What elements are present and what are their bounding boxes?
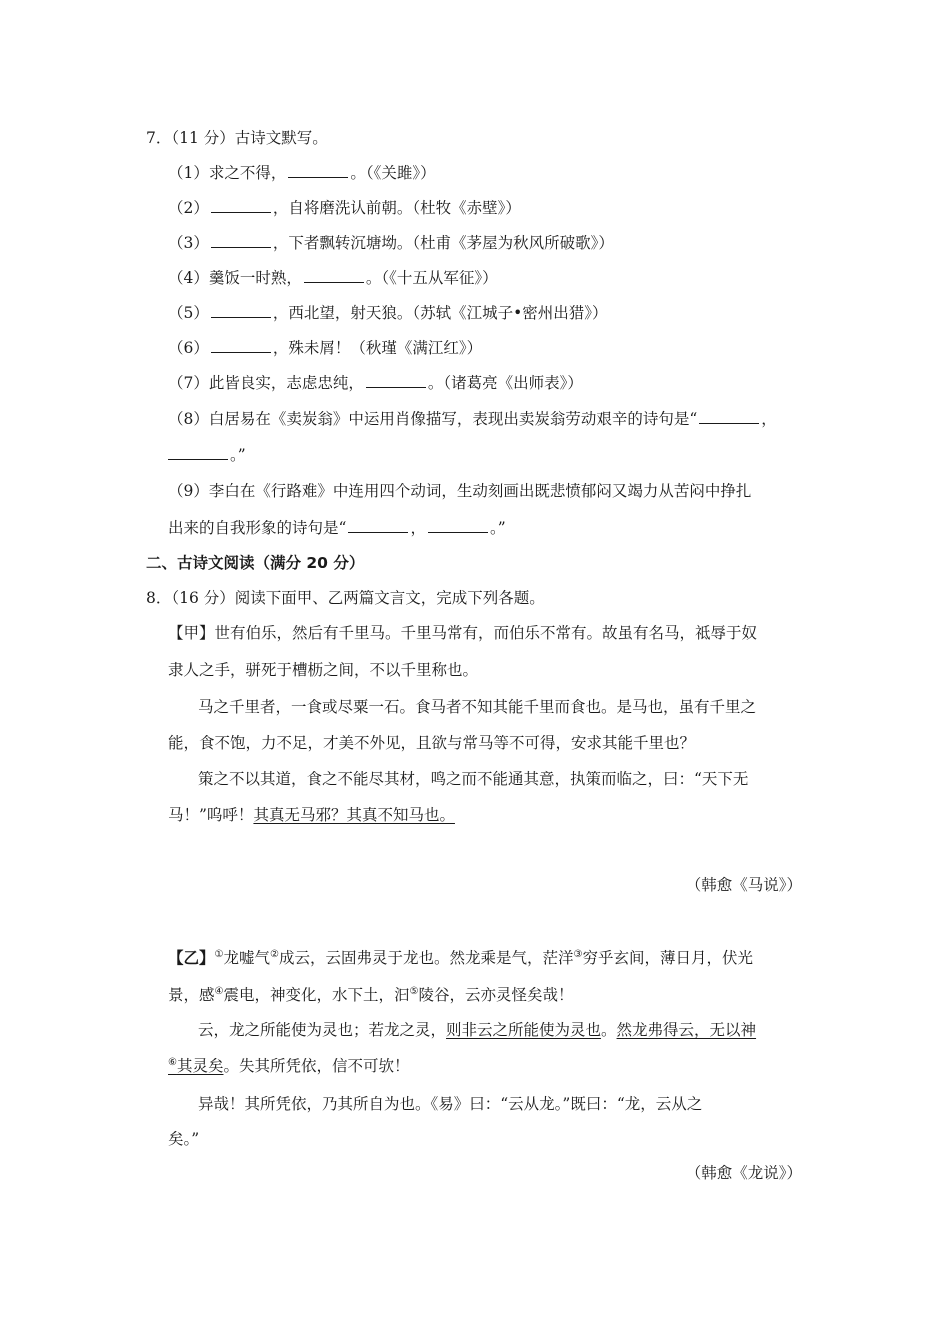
section-title: 二、古诗文阅读（满分 20 分） — [146, 554, 365, 572]
footnote-marker: ③ — [573, 948, 583, 960]
q7-item-1: （1）求之不得， 。（《关雎》） — [168, 164, 436, 182]
yi-p3-line2: 矣。” — [168, 1130, 200, 1148]
q7-item-8-line2: 。” — [168, 445, 246, 465]
yi-p3-line1: 异哉！其所凭依，乃其所自为也。《易》曰：“云从龙。”既曰：“龙，云从之 — [198, 1095, 703, 1113]
answer-blank[interactable] — [366, 373, 426, 388]
underlined-sentence: 然龙弗得云，无以神 — [616, 1021, 757, 1039]
yi-p1-line2: 景，感④震电，神变化，水下土，汩⑤陵谷，云亦灵怪矣哉！ — [168, 985, 574, 1004]
jia-p2-line2: 能，食不饱，力不足，才美不外见，且欲与常马等不可得，安求其能千里也？ — [168, 734, 696, 752]
jia-p3-line1: 策之不以其道，食之不能尽其材，鸣之而不能通其意，执策而临之，曰：“天下无 — [198, 770, 749, 788]
yi-p2-line2: ⑥其灵矣。失其所凭依，信不可欤！ — [168, 1056, 410, 1075]
q7-item-7: （7）此皆良实，志虑忠纯， 。（诸葛亮《出师表》） — [168, 374, 583, 392]
answer-blank[interactable] — [428, 518, 488, 533]
footnote-marker: ⑤ — [409, 985, 419, 997]
footnote-marker: ⑥ — [168, 1056, 177, 1068]
footnote-marker: ② — [270, 948, 279, 960]
answer-blank[interactable] — [288, 163, 348, 178]
jia-p2-line1: 马之千里者，一食或尽粟一石。食马者不知其能千里而食也。是马也，虽有千里之 — [198, 698, 757, 716]
answer-blank[interactable] — [348, 518, 408, 533]
answer-blank[interactable] — [211, 338, 271, 353]
underlined-sentence: 其真无马邪？其真不知马也。 — [253, 806, 455, 824]
jia-p1-line2: 隶人之手，骈死于槽枥之间，不以千里称也。 — [168, 661, 479, 679]
answer-blank[interactable] — [168, 445, 228, 460]
q7-item-6: （6） ，殊未屑！（秋瑾《满江红》） — [168, 339, 483, 357]
footnote-marker: ④ — [214, 985, 224, 997]
q7-item-3: （3） ，下者飘转沉塘坳。（杜甫《茅屋为秋风所破歌》） — [168, 234, 614, 252]
answer-blank[interactable] — [699, 409, 759, 424]
answer-blank[interactable] — [304, 268, 364, 283]
q7-item-9-line2: 出来的自我形象的诗句是“ ， 。” — [168, 519, 506, 537]
q7-item-5: （5） ，西北望，射天狼。（苏轼《江城子•密州出猎》） — [168, 304, 608, 322]
jia-p1-line1: 【甲】世有伯乐，然后有千里马。千里马常有，而伯乐不常有。故虽有名马，祗辱于奴 — [168, 624, 758, 642]
q7-item-9-line1: （9）李白在《行路难》中连用四个动词，生动刻画出既悲愤郁闷又竭力从苦闷中挣扎 — [168, 482, 752, 500]
underlined-sentence: ⑥其灵矣 — [168, 1056, 224, 1075]
yi-p2-line1: 云，龙之所能使为灵也；若龙之灵，则非云之所能使为灵也。然龙弗得云，无以神 — [198, 1021, 757, 1039]
jia-source: （韩愈《马说》） — [685, 876, 802, 894]
underlined-sentence: 则非云之所能使为灵也 — [446, 1021, 602, 1039]
answer-blank[interactable] — [211, 198, 271, 213]
q7-header: 7．（11 分）古诗文默写。 — [146, 129, 328, 147]
yi-source: （韩愈《龙说》） — [685, 1164, 802, 1182]
footnote-marker: ① — [214, 948, 224, 960]
jia-p3-line2: 马！”呜呼！其真无马邪？其真不知马也。 — [168, 806, 455, 824]
yi-p1-line1: 【乙】①龙嘘气②成云，云固弗灵于龙也。然龙乘是气，茫洋③穷乎玄间，薄日月，伏光 — [168, 948, 753, 967]
answer-blank[interactable] — [211, 233, 271, 248]
q7-item-8-line1: （8）白居易在《卖炭翁》中运用肖像描写，表现出卖炭翁劳动艰辛的诗句是“ ， — [168, 410, 777, 428]
q8-header: 8．（16 分）阅读下面甲、乙两篇文言文，完成下列各题。 — [146, 589, 545, 607]
q7-item-4: （4）羹饭一时熟， 。（《十五从军征》） — [168, 269, 498, 287]
q7-item-2: （2） ，自将磨洗认前朝。（杜牧《赤壁》） — [168, 199, 521, 217]
answer-blank[interactable] — [211, 303, 271, 318]
